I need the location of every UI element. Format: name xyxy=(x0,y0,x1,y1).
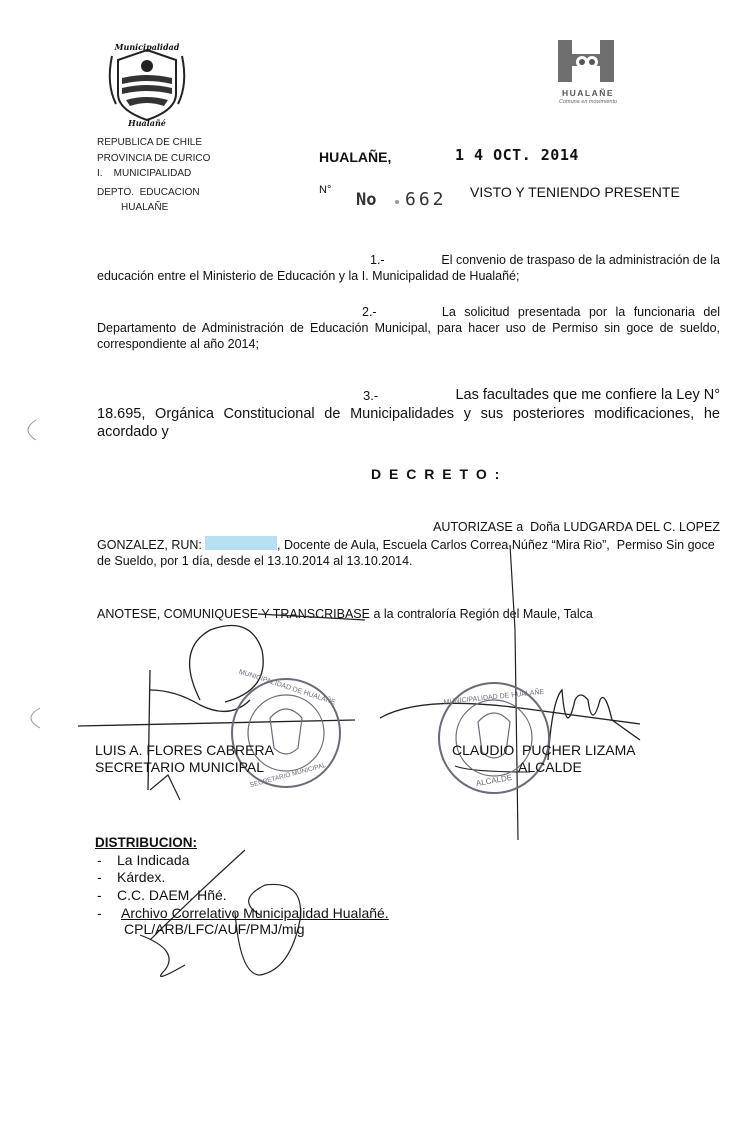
number-prefix: No xyxy=(356,190,377,210)
distribution-heading: DISTRIBUCION: xyxy=(95,835,197,850)
paragraph-3-number: 3.- xyxy=(363,388,379,403)
place-label: HUALAÑE, xyxy=(319,149,392,165)
paragraph-1-rest: educación entre el Ministerio de Educación y la I. Municipalidad de Hualañé; xyxy=(97,269,520,283)
crest-top-text: Municipalidad xyxy=(114,42,180,52)
authorization-run-label: GONZALEZ, RUN: xyxy=(97,538,202,552)
distribution-dash-4: - xyxy=(97,905,102,921)
paragraph-2-rest: Departamento de Administración de Educación Municipal, para hacer uso de Permiso sin goce de sueldo, correspondiente al año 2014; xyxy=(97,321,720,351)
distribution-dash-1: - xyxy=(97,852,102,868)
right-signer-name: CLAUDIO PUCHER LIZAMA xyxy=(452,742,636,758)
authorization-line-3: de Sueldo, por 1 día, desde el 13.10.2014 al 13.10.2014. xyxy=(97,554,413,568)
paragraph-3-first: Las facultades que me confiere la Ley N° xyxy=(455,387,720,403)
distribution-dash-3: - xyxy=(97,887,102,903)
logo-name: HUALAÑE xyxy=(561,88,615,98)
paragraph-2-first: La solicitud presentada por la funcionaria del xyxy=(441,305,720,319)
left-signer-title: SECRETARIO MUNICIPAL xyxy=(95,759,265,775)
distribution-item: C.C. DAEM. Hñé. xyxy=(117,887,227,903)
distribution-item: Archivo Correlativo Municipalidad Hualañé. xyxy=(121,905,389,921)
header-republica: REPUBLICA DE CHILE xyxy=(97,137,203,148)
redacted-run xyxy=(205,536,277,550)
left-stamp-inner: SECRETARIO MUNICIPAL xyxy=(249,761,327,790)
crest-bottom-text: Hualañé xyxy=(128,118,166,128)
header-hualane: HUALAÑE xyxy=(121,202,169,213)
distribution-initials: CPL/ARB/LFC/AUF/PMJ/mig xyxy=(124,921,305,937)
distribution-dash-2: - xyxy=(97,869,102,885)
logo-tagline: Comuna en movimiento xyxy=(558,99,618,105)
distribution-item: La Indicada xyxy=(117,852,190,868)
paragraph-3-rest: 18.695, Orgánica Constitucional de Municipalidades y sus posteriores modificaciones, he acordado y xyxy=(97,406,720,440)
paragraph-1-first: El convenio de traspaso de la administración de la xyxy=(441,253,720,267)
header-provincia: PROVINCIA DE CURICO xyxy=(97,153,211,164)
distribution-item: Kárdex. xyxy=(117,869,166,885)
left-stamp-text: MUNICIPALIDAD DE HUALAÑE xyxy=(237,668,337,707)
number-value: 662 xyxy=(405,189,447,210)
header-municipalidad: I. MUNICIPALIDAD xyxy=(97,168,192,179)
number-label: N° xyxy=(319,184,332,196)
paragraph-1-number: 1.- xyxy=(370,253,385,267)
number-dot xyxy=(395,200,399,204)
header-depto: DEPTO. EDUCACION xyxy=(97,187,200,198)
visto-label: VISTO Y TENIENDO PRESENTE xyxy=(470,184,680,200)
anotese-line: ANOTESE, COMUNIQUESE Y TRANSCRIBASE a la contraloría Región del Maule, Talca xyxy=(97,607,593,621)
right-signer-title: ALCALDE xyxy=(518,759,582,775)
right-stamp-text: MUNICIPALIDAD DE HUALAÑE xyxy=(443,688,545,707)
decreto-heading: D E C R E T O : xyxy=(371,466,502,482)
right-stamp-inner: ALCALDE xyxy=(475,772,513,789)
authorization-first: AUTORIZASE a Doña LUDGARDA DEL C. LOPEZ xyxy=(433,520,720,534)
left-signer-name: LUIS A. FLORES CABRERA xyxy=(95,742,274,758)
hualane-logo xyxy=(552,38,624,108)
date-stamp: 1 4 OCT. 2014 xyxy=(455,146,579,164)
paragraph-2-number: 2.- xyxy=(362,305,377,319)
authorization-line-2: , Docente de Aula, Escuela Carlos Correa Núñez “Mira Rio”, Permiso Sin goce xyxy=(277,538,715,552)
municipal-crest xyxy=(104,44,190,128)
